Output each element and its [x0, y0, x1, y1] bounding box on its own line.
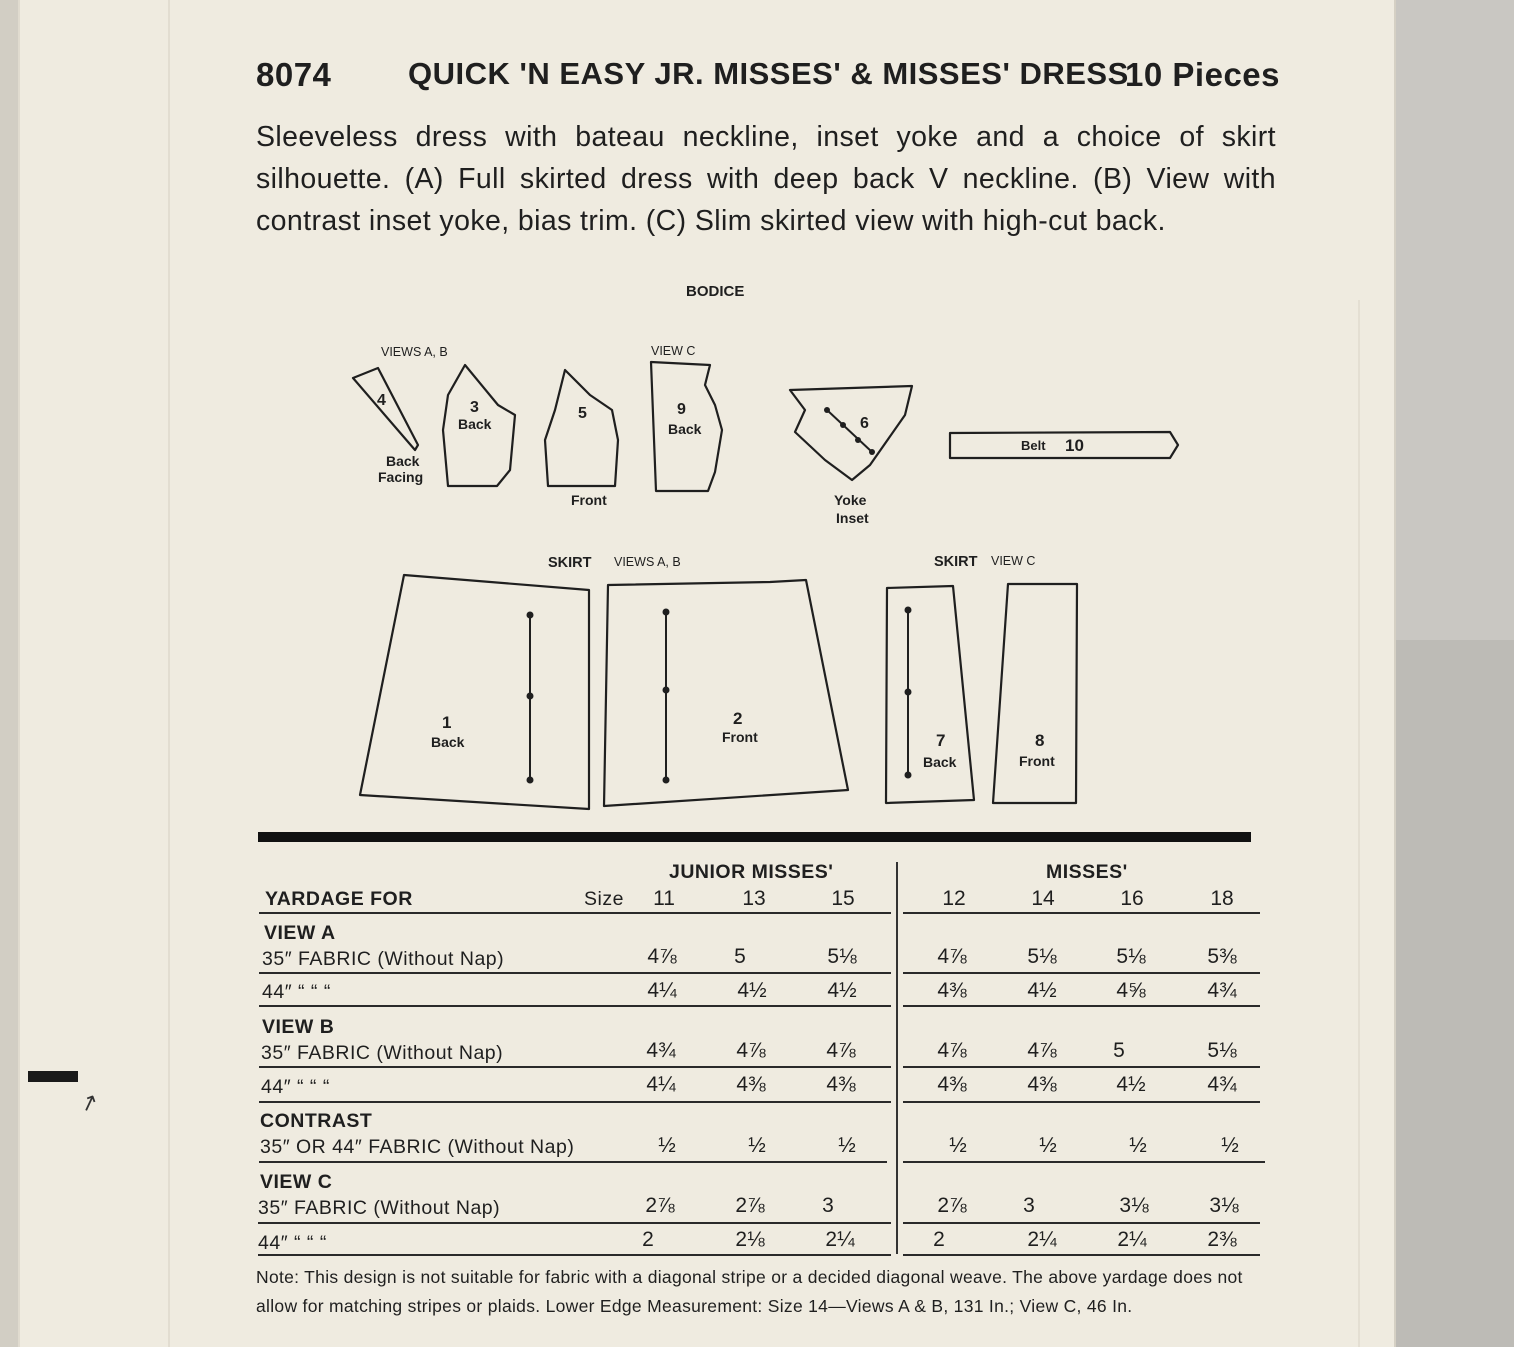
piece-10-number: 10 [1065, 436, 1084, 455]
edge-tick-mark: ↗ [76, 1087, 102, 1118]
cell: 4⅜ [937, 1073, 967, 1096]
pattern-header [256, 56, 1280, 100]
skirt-heading-c: SKIRT [934, 554, 978, 570]
size-11: 11 [653, 887, 675, 910]
cell: 2⅞ [735, 1194, 765, 1217]
row-rule [258, 1222, 891, 1224]
group-divider [896, 862, 898, 1254]
cell: 5⅛ [1207, 1039, 1237, 1062]
piece-6-label: Yoke [834, 492, 867, 508]
piece-1-number: 1 [442, 713, 452, 732]
cell: ½ [1221, 1134, 1239, 1157]
skirt-view-c-label: VIEW C [991, 554, 1036, 568]
row-rule [903, 1066, 1260, 1068]
header-rule-right [903, 912, 1260, 914]
cell: 4⅜ [937, 979, 967, 1002]
cell: 2¼ [825, 1228, 855, 1251]
cell: 5 [734, 945, 746, 968]
piece-4-label-2: Facing [378, 469, 424, 485]
piece-2-number: 2 [733, 709, 743, 728]
pattern-title: QUICK 'N EASY JR. MISSES' & MISSES' DRESS [408, 56, 1129, 91]
cell: ½ [1129, 1134, 1147, 1157]
row-rule [259, 1161, 887, 1163]
piece-2-shape [604, 580, 848, 806]
cell: 2 [933, 1228, 945, 1251]
size-18: 18 [1210, 887, 1234, 910]
row-label: 35″ FABRIC (Without Nap) [262, 948, 505, 970]
header-rule-left [259, 912, 891, 914]
piece-7-shape [886, 586, 974, 803]
piece-1-label: Back [431, 734, 465, 750]
pattern-pieces-diagram [0, 270, 1400, 830]
cell: 2⅞ [937, 1194, 967, 1217]
piece-3-number: 3 [470, 399, 479, 416]
piece-5-shape [545, 370, 618, 486]
size-13: 13 [742, 887, 766, 910]
skirt-heading-ab: SKIRT [548, 555, 592, 571]
section-divider [258, 832, 1251, 842]
cell: 4½ [1027, 979, 1057, 1002]
row-label: 44″ “ “ “ [261, 1076, 330, 1098]
piece-4-label: Back [386, 453, 420, 469]
piece-8-label: Front [1019, 753, 1055, 769]
section-title-view-b: VIEW B [262, 1016, 335, 1038]
background-right-light [1395, 0, 1514, 640]
bodice-views-ab-label: VIEWS A, B [381, 345, 448, 359]
cell: 4⅝ [1116, 979, 1146, 1002]
cell: 2 [642, 1228, 654, 1251]
piece-9-label: Back [668, 421, 702, 437]
row-rule [903, 1254, 1260, 1256]
cell: 5⅛ [1027, 945, 1057, 968]
piece-1-shape [360, 575, 589, 809]
piece-8-shape [993, 584, 1077, 803]
cell: 3 [1023, 1194, 1035, 1217]
piece-8-number: 8 [1035, 731, 1045, 750]
cell: 2⅛ [735, 1228, 765, 1251]
size-12: 12 [942, 887, 966, 910]
row-label: 44″ “ “ “ [258, 1232, 327, 1254]
pattern-piece-count: 10 Pieces [1125, 56, 1280, 93]
cell: 4½ [737, 979, 767, 1002]
cell: 4⅞ [1027, 1039, 1057, 1062]
cell: 5⅛ [827, 945, 857, 968]
piece-9-number: 9 [677, 401, 686, 418]
cell: 4¼ [646, 1073, 676, 1096]
bodice-view-c-label: VIEW C [651, 344, 696, 358]
section-title-contrast: CONTRAST [260, 1110, 373, 1132]
row-rule [903, 972, 1260, 974]
size-14: 14 [1031, 887, 1055, 910]
cell: 4⅜ [1027, 1073, 1057, 1096]
cell: ½ [838, 1134, 856, 1157]
piece-6-label-2: Inset [836, 510, 869, 526]
cell: 4½ [1116, 1073, 1146, 1096]
cell: 4⅞ [937, 945, 967, 968]
piece-6-number: 6 [860, 415, 869, 432]
piece-2-label: Front [722, 729, 758, 745]
group-misses: MISSES' [1046, 861, 1128, 883]
cell: 5⅜ [1207, 945, 1237, 968]
cell: 4½ [827, 979, 857, 1002]
cell: 4⅞ [937, 1039, 967, 1062]
piece-10-shape [950, 432, 1178, 458]
cell: 4¾ [646, 1039, 676, 1062]
cell: 2⅞ [645, 1194, 675, 1217]
row-rule [903, 1222, 1260, 1224]
skirt-views-ab-label: VIEWS A, B [614, 555, 681, 569]
piece-7-label: Back [923, 754, 957, 770]
piece-10-label: Belt [1021, 438, 1046, 453]
cell: 3⅛ [1119, 1194, 1149, 1217]
piece-5-label: Front [571, 492, 607, 508]
cell: ½ [1039, 1134, 1057, 1157]
row-rule [903, 1005, 1260, 1007]
cell: 4⅜ [736, 1073, 766, 1096]
cell: 2¼ [1117, 1228, 1147, 1251]
cell: 5⅛ [1116, 945, 1146, 968]
piece-4-shape [353, 368, 418, 450]
cell: ½ [748, 1134, 766, 1157]
piece-5-number: 5 [578, 405, 587, 422]
piece-3-label: Back [458, 416, 492, 432]
row-rule [259, 1101, 891, 1103]
section-title-view-a: VIEW A [264, 922, 336, 944]
row-rule [903, 1161, 1265, 1163]
row-rule [259, 1066, 891, 1068]
row-label: 44″ “ “ “ [262, 981, 331, 1003]
row-rule [258, 1254, 891, 1256]
yardage-note: Note: This design is not suitable for fabric with a diagonal stripe or a decided diagonal weave. The above yardage does not allow for matching stripes or plaids. Lower Edge Measurement: Size 14—Views A & B, 131 In.; View C, 46 In. [256, 1267, 1243, 1316]
cell: ½ [658, 1134, 676, 1157]
piece-7-number: 7 [936, 731, 946, 750]
cell: 5 [1113, 1039, 1125, 1062]
pattern-description: Sleeveless dress with bateau neckline, inset yoke and a choice of skirt silhouette. (A) Full skirted dress with deep back V neckline. (B) View with contrast inset yoke, bias trim. (C) Slim skirted view with high-cut back. [256, 121, 1276, 237]
section-title-view-c: VIEW C [260, 1171, 333, 1193]
edge-mark [28, 1071, 78, 1082]
group-junior-misses: JUNIOR MISSES' [669, 861, 834, 883]
size-15: 15 [831, 887, 855, 910]
piece-4-number: 4 [377, 392, 386, 409]
pattern-number: 8074 [256, 56, 332, 93]
row-label: 35″ OR 44″ FABRIC (Without Nap) [260, 1136, 575, 1158]
row-rule [259, 972, 891, 974]
cell: 2⅜ [1207, 1228, 1237, 1251]
yardage-for-heading: YARDAGE FOR [265, 888, 413, 910]
cell: 4¾ [1207, 979, 1237, 1002]
row-label: 35″ FABRIC (Without Nap) [261, 1042, 504, 1064]
size-16: 16 [1120, 887, 1144, 910]
cell: 3⅛ [1209, 1194, 1239, 1217]
cell: 4¼ [647, 979, 677, 1002]
cell: 4⅜ [826, 1073, 856, 1096]
bodice-heading: BODICE [686, 283, 745, 300]
cell: 4⅞ [826, 1039, 856, 1062]
row-label: 35″ FABRIC (Without Nap) [258, 1197, 501, 1219]
cell: 3 [822, 1194, 834, 1217]
cell: 4⅞ [647, 945, 677, 968]
cell: 2¼ [1027, 1228, 1057, 1251]
row-rule [903, 1101, 1260, 1103]
cell: ½ [949, 1134, 967, 1157]
size-label: Size [584, 888, 624, 910]
row-rule [259, 1005, 891, 1007]
cell: 4¾ [1207, 1073, 1237, 1096]
cell: 4⅞ [736, 1039, 766, 1062]
